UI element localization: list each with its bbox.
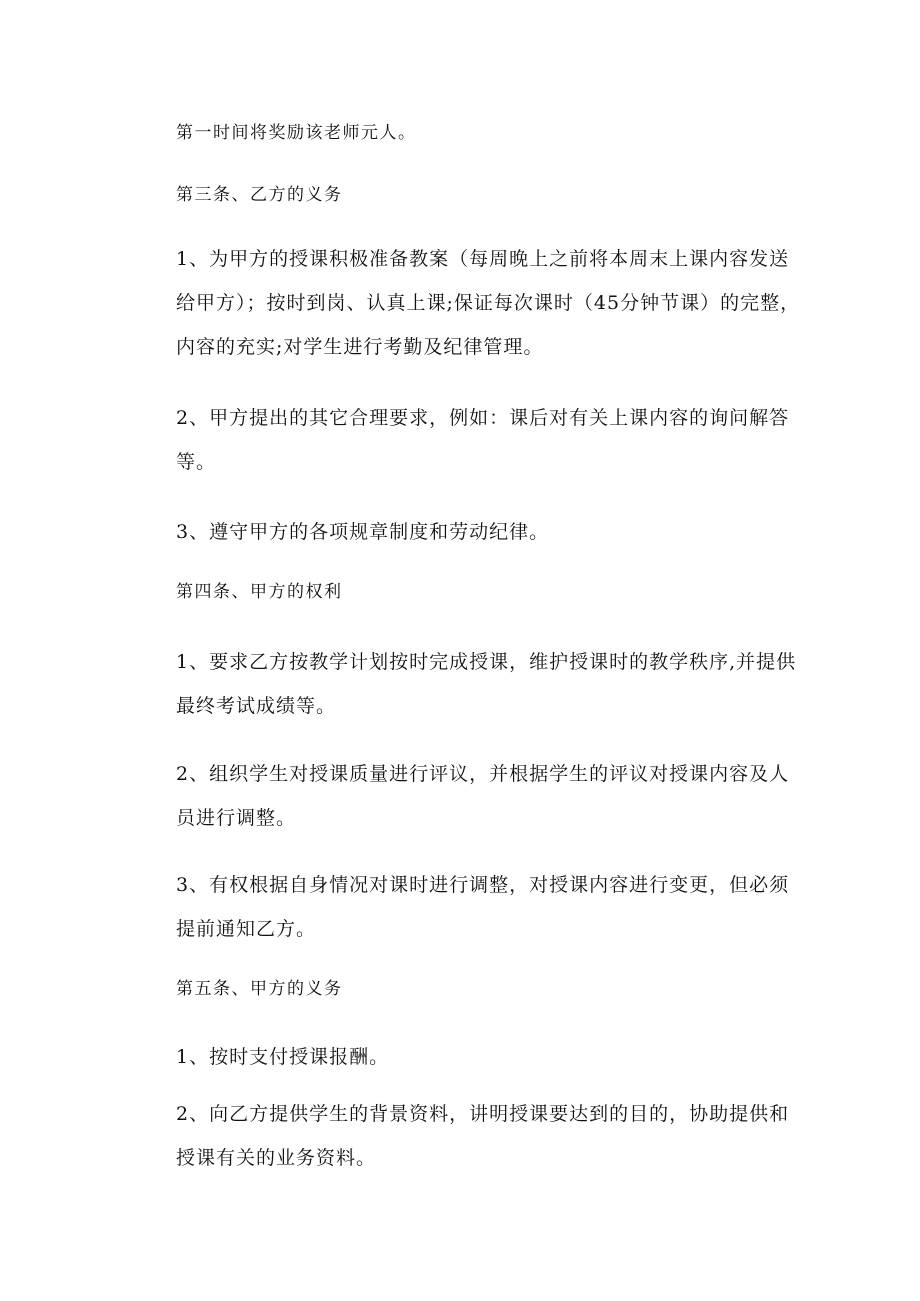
article-4-item-2: 2、组织学生对授课质量进行评议，并根据学生的评议对授课内容及人员进行调整。	[176, 763, 790, 829]
article-3-item-1: 1、为甲方的授课积极准备教案（每周晚上之前将本周末上课内容发送给甲方）；按时到岗、认真上课;保证每次课时（45分钟节课）的完整，内容的充实;对学生进行考勤及纪律管理。	[176, 248, 801, 358]
article-3-item-2: 2、甲方提出的其它合理要求，例如：课后对有关上课内容的询问解答等。	[176, 407, 790, 473]
article-3-item-3: 3、遵守甲方的各项规章制度和劳动纪律。	[176, 521, 550, 543]
article-4-heading: 第四条、甲方的权利	[176, 582, 343, 602]
article-4-item-3: 3、有权根据自身情况对课时进行调整，对授课内容进行变更，但必须提前通知乙方。	[176, 874, 790, 940]
article-5-heading: 第五条、甲方的义务	[176, 979, 343, 999]
article-4-item-1: 1、要求乙方按教学计划按时完成授课，维护授课时的教学秩序,并提供最终考试成绩等。	[176, 651, 797, 717]
article-5-item-2: 2、向乙方提供学生的背景资料，讲明授课要达到的目的，协助提供和授课有关的业务资料。	[176, 1103, 790, 1169]
article-3-heading: 第三条、乙方的义务	[176, 185, 343, 205]
article-5-item-1: 1、按时支付授课报酬。	[176, 1046, 390, 1068]
intro-paragraph: 第一时间将奖励该老师元人。	[176, 123, 417, 143]
